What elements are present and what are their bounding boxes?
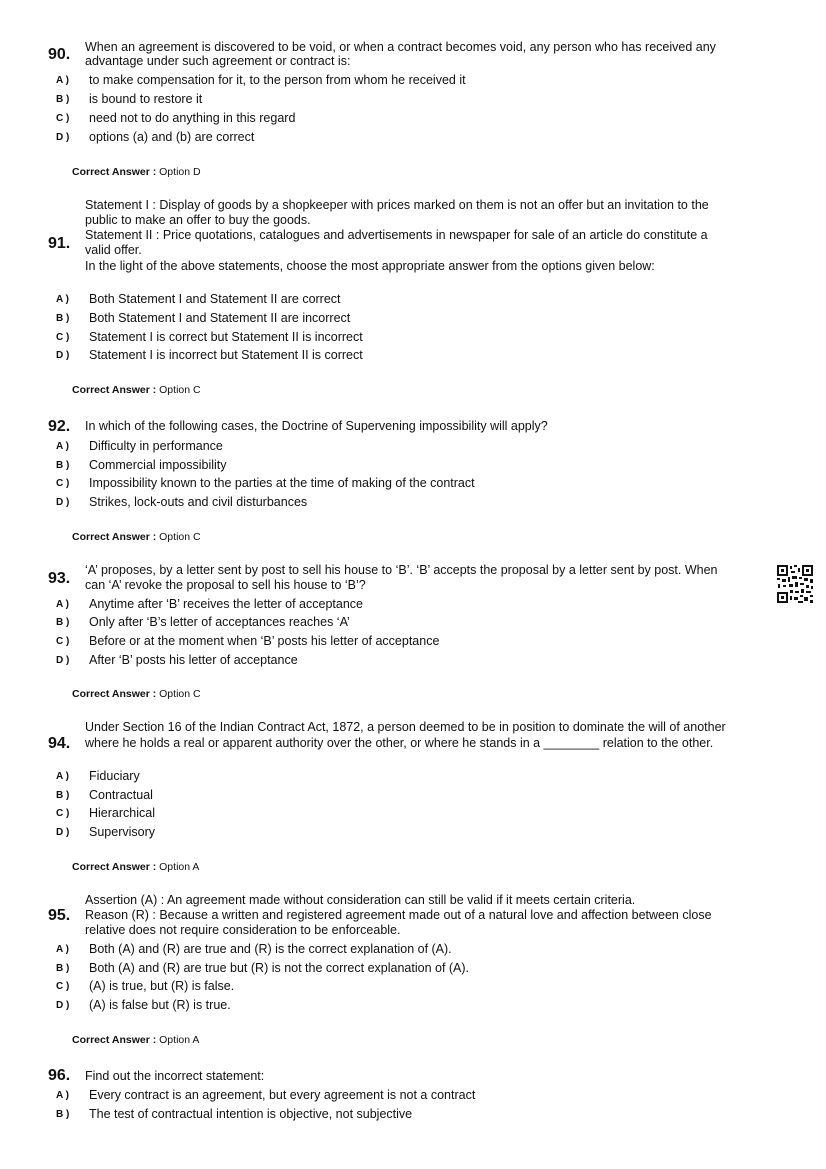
option-a[interactable] (0, 439, 780, 457)
option-d[interactable] (0, 130, 780, 148)
option-text: Only after ‘B’s letter of acceptances reaches ‘A’ (89, 615, 350, 629)
option-letter: C ) (56, 808, 70, 819)
option-letter: B ) (56, 1109, 70, 1120)
question-text-line: advantage under such agreement or contract is: (85, 54, 351, 68)
option-b[interactable] (0, 458, 780, 476)
option-letter: B ) (56, 94, 70, 105)
question-number: 96. (48, 1067, 71, 1084)
option-text: options (a) and (b) are correct (89, 130, 255, 144)
question-text-line: Under Section 16 of the Indian Contract Act, 1872, a person deemed to be in position to dominate the will of another (85, 720, 726, 734)
option-letter: B ) (56, 617, 70, 628)
option-letter: A ) (56, 599, 69, 610)
option-text: The test of contractual intention is objective, not subjective (89, 1107, 413, 1121)
option-b[interactable] (0, 788, 780, 806)
option-text: Fiduciary (89, 769, 140, 783)
option-letter: C ) (56, 113, 70, 124)
option-a[interactable] (0, 73, 780, 91)
option-text: Strikes, lock-outs and civil disturbances (89, 495, 308, 509)
option-text: Both (A) and (R) are true but (R) is not the correct explanation of (A). (89, 961, 470, 975)
option-letter: A ) (56, 944, 69, 955)
option-letter: D ) (56, 132, 70, 143)
option-letter: B ) (56, 313, 70, 324)
question-number: 92. (48, 418, 71, 435)
option-b[interactable] (0, 615, 780, 633)
option-text: (A) is false but (R) is true. (89, 998, 231, 1012)
option-letter: D ) (56, 350, 70, 361)
correct-answer (72, 166, 201, 178)
question-number: 93. (48, 570, 71, 587)
option-d[interactable] (0, 348, 780, 366)
option-text: Both Statement I and Statement II are correct (89, 292, 341, 306)
correct-answer-label: Correct Answer : (72, 1034, 157, 1046)
option-a[interactable] (0, 769, 780, 787)
question-text-line: ‘A’ proposes, by a letter sent by post to sell his house to ‘B’. ‘B’ accepts the proposal by a letter sent by post. When (85, 563, 718, 577)
option-text: is bound to restore it (89, 92, 203, 106)
option-b[interactable] (0, 92, 780, 110)
option-text: Contractual (89, 788, 153, 802)
correct-answer-value: Option A (159, 1034, 200, 1046)
correct-answer-label: Correct Answer : (72, 166, 157, 178)
option-text: to make compensation for it, to the person from whom he received it (89, 73, 466, 87)
question-number: 95. (48, 907, 71, 924)
option-letter: B ) (56, 790, 70, 801)
option-c[interactable] (0, 476, 780, 494)
option-letter: C ) (56, 332, 70, 343)
correct-answer-value: Option C (159, 531, 201, 543)
question-text-line: relative does not require consideration to be enforceable. (85, 923, 401, 937)
option-text: Commercial impossibility (89, 458, 227, 472)
option-text: Both Statement I and Statement II are incorrect (89, 311, 351, 325)
option-letter: D ) (56, 497, 70, 508)
option-letter: C ) (56, 636, 70, 647)
option-c[interactable] (0, 330, 780, 348)
correct-answer-label: Correct Answer : (72, 688, 157, 700)
question-number: 94. (48, 735, 71, 752)
question-text-line: where he holds a real or apparent authority over the other, or where he stands in a ________ relation to the other. (85, 736, 714, 750)
option-d[interactable] (0, 825, 780, 843)
option-letter: A ) (56, 1090, 69, 1101)
option-letter: A ) (56, 294, 69, 305)
correct-answer-label: Correct Answer : (72, 531, 157, 543)
question-text-line: Find out the incorrect statement: (85, 1069, 265, 1083)
option-c[interactable] (0, 806, 780, 824)
option-letter: B ) (56, 460, 70, 471)
correct-answer-label: Correct Answer : (72, 861, 157, 873)
option-b[interactable] (0, 311, 780, 329)
option-letter: C ) (56, 478, 70, 489)
option-text: Anytime after ‘B’ receives the letter of acceptance (89, 597, 363, 611)
question-text-line: Statement I : Display of goods by a shopkeeper with prices marked on them is not an offer but an invitation to the (85, 198, 709, 212)
question-text-line: can ‘A’ revoke the proposal to sell his house to ‘B’? (85, 578, 366, 592)
option-text: Impossibility known to the parties at the time of making of the contract (89, 476, 475, 490)
correct-answer (72, 384, 201, 396)
correct-answer-label: Correct Answer : (72, 384, 157, 396)
correct-answer (72, 688, 201, 700)
option-text: Both (A) and (R) are true and (R) is the correct explanation of (A). (89, 942, 452, 956)
option-c[interactable] (0, 634, 780, 652)
option-text: Hierarchical (89, 806, 155, 820)
question-text-line: valid offer. (85, 243, 142, 257)
option-d[interactable] (0, 653, 780, 671)
option-b[interactable] (0, 961, 780, 979)
option-letter: B ) (56, 963, 70, 974)
option-letter: D ) (56, 1000, 70, 1011)
question-number: 91. (48, 235, 71, 252)
option-b[interactable] (0, 1107, 780, 1125)
option-c[interactable] (0, 979, 780, 997)
option-a[interactable] (0, 292, 780, 310)
option-text: Every contract is an agreement, but every agreement is not a contract (89, 1088, 476, 1102)
qr-code-icon (776, 564, 814, 604)
option-letter: A ) (56, 75, 69, 86)
option-c[interactable] (0, 111, 780, 129)
option-text: Statement I is incorrect but Statement II is correct (89, 348, 363, 362)
correct-answer-value: Option A (159, 861, 200, 873)
option-letter: D ) (56, 655, 70, 666)
question-text-line: In the light of the above statements, choose the most appropriate answer from the options given below: (85, 259, 655, 273)
option-d[interactable] (0, 998, 780, 1016)
option-letter: A ) (56, 771, 69, 782)
option-text: After ‘B’ posts his letter of acceptance (89, 653, 298, 667)
option-text: Statement I is correct but Statement II is incorrect (89, 330, 363, 344)
question-number: 90. (48, 46, 71, 63)
option-letter: D ) (56, 827, 70, 838)
option-letter: C ) (56, 981, 70, 992)
option-letter: A ) (56, 441, 69, 452)
correct-answer (72, 1034, 199, 1046)
correct-answer-value: Option C (159, 384, 201, 396)
option-text: (A) is true, but (R) is false. (89, 979, 235, 993)
question-text-line: In which of the following cases, the Doctrine of Supervening impossibility will apply? (85, 419, 548, 433)
correct-answer (72, 531, 201, 543)
option-text: Before or at the moment when ‘B’ posts his letter of acceptance (89, 634, 440, 648)
question-text-line: Reason (R) : Because a written and registered agreement made out of a natural love and affection between close (85, 908, 712, 922)
question-text-line: Statement II : Price quotations, catalogues and advertisements in newspaper for sale of an article do constitute a (85, 228, 708, 242)
option-text: need not to do anything in this regard (89, 111, 296, 125)
option-text: Difficulty in performance (89, 439, 223, 453)
option-a[interactable] (0, 597, 780, 615)
option-a[interactable] (0, 1088, 780, 1106)
option-d[interactable] (0, 495, 780, 513)
correct-answer-value: Option D (159, 166, 201, 178)
question-text-line: When an agreement is discovered to be void, or when a contract becomes void, any person who has received any (85, 40, 716, 54)
correct-answer-value: Option C (159, 688, 201, 700)
question-text-line: public to make an offer to buy the goods. (85, 213, 311, 227)
question-text-line: Assertion (A) : An agreement made without consideration can still be valid if it meets certain criteria. (85, 893, 636, 907)
option-text: Supervisory (89, 825, 155, 839)
correct-answer (72, 861, 199, 873)
option-a[interactable] (0, 942, 780, 960)
